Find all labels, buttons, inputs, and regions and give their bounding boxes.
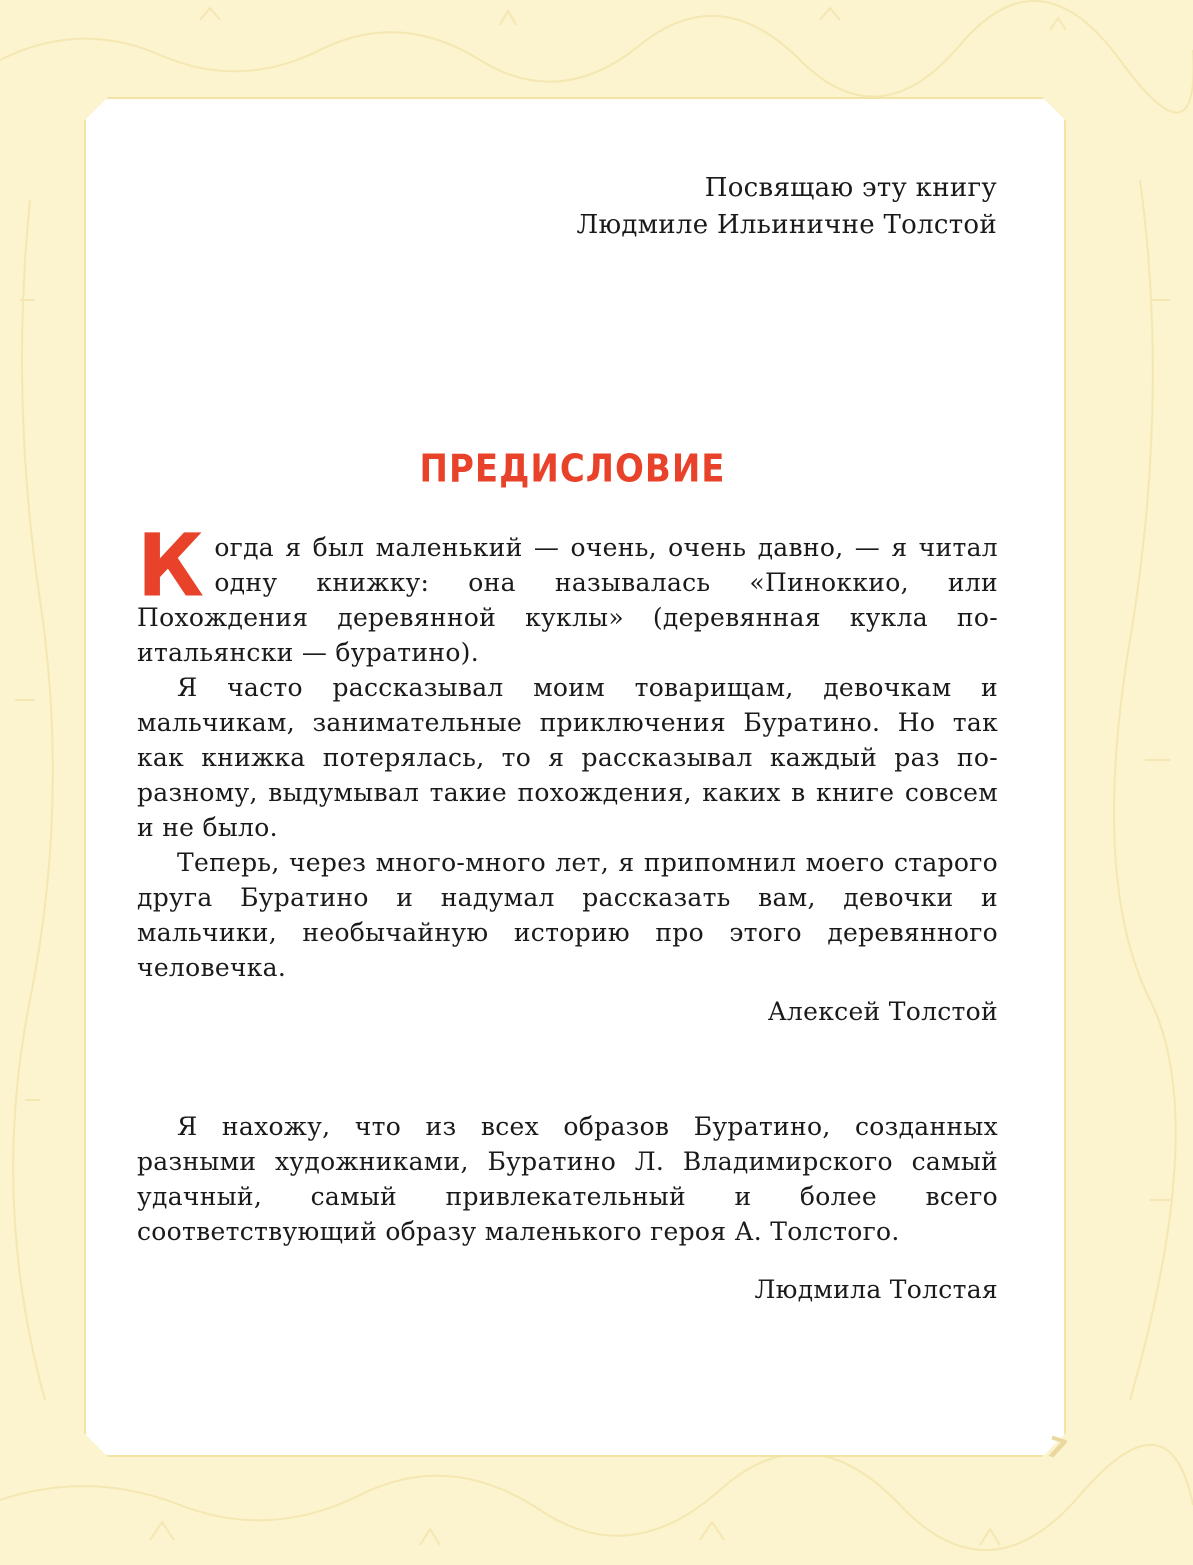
note-paragraph: Я нахожу, что из всех образов Буратино, созданных разными художниками, Буратино Л. Владимирского самый удачный, самый привлекательный и более всего соответствующий образу маленького героя А. Толстого. [137, 1112, 998, 1246]
drop-cap: К [137, 516, 205, 617]
foreword-paragraph-1 [137, 516, 998, 670]
dedication-line-1: Посвящаю эту книгу [704, 173, 997, 203]
note-signature: Людмила Толстая [754, 1275, 998, 1304]
foreword-paragraph-3: Теперь, через много-много лет, я припомнил моего старого друга Буратино и надумал рассказать вам, девочки и мальчики, необычайную историю про этого деревянного человечка. [137, 848, 998, 982]
foreword-body [137, 516, 998, 1307]
foreword-signature: Алексей Толстой [767, 997, 998, 1026]
foreword-paragraph-2: Я часто рассказывал моим товарищам, девочкам и мальчикам, занимательные приключения Буратино. Но так как книжка потерялась, то я рассказывал каждый раз по-разному, выдумывал такие похождения, каких в книге совсем и не было. [137, 673, 998, 842]
dedication-line-2: Людмиле Ильиничне Толстой [576, 210, 997, 240]
page-number: 7 [1042, 1429, 1072, 1468]
dedication [576, 170, 997, 244]
foreword-paragraph-1-text: огда я был маленький — очень, очень давно, — я читал одну книжку: она называлась «Пиноккио, или Похождения деревянной куклы» (деревянная кукла по-итальянски — буратино). [137, 533, 998, 667]
page-title: ПРЕДИСЛОВИЕ [419, 446, 726, 492]
